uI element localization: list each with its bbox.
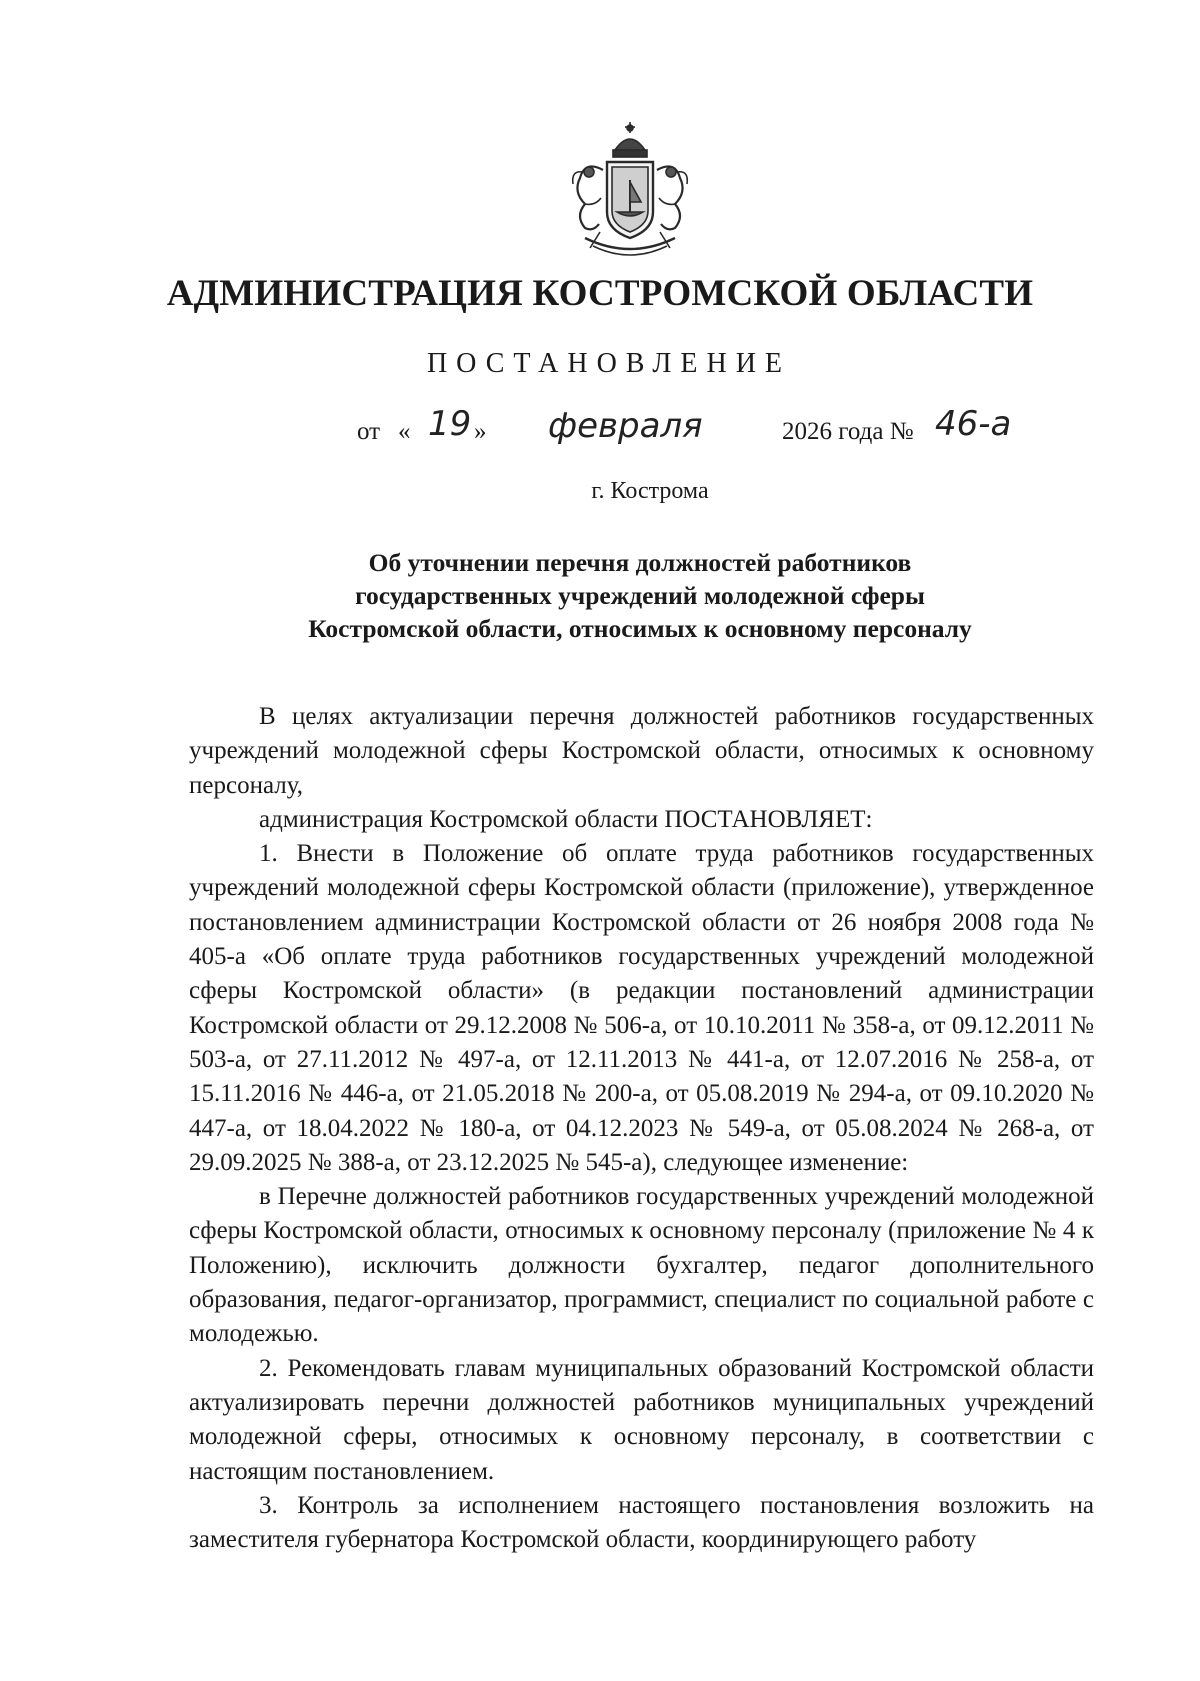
handwritten-month: февраля (548, 406, 703, 446)
paragraph-item-1: 1. Внести в Положение об оплате труда работников государственных учреждений молодежной сферы Костромской области (приложение), утвержденное постановлением администрации Костромской области от 26 ноября 2008 года № 405-а «Об оплате труда работников государственных учреждений молодежной сферы Костромской области» (в редакции постановлений администрации Костромской области от 29.12.2008 № 506-а, от 10.10.2011 № 358-а, от 09.12.2011 № 503-а, от 27.11.2012 № 497-а, от 12.11.2013 № 441-а, от 12.07.2016 № 258-а, от 15.11.2016 № 446-а, от 21.05.2018 № 200-а, от 05.08.2019 № 294-а, от 09.10.2020 № 447-а, от 18.04.2022 № 180-а, от 04.12.2023 № 549-а, от 05.08.2024 № 268-а, от 29.09.2025 № 388-а, от 23.12.2025 № 545-а), следующее изменение: (189, 840, 1094, 1176)
quote-close: » (474, 418, 487, 445)
document-title (200, 546, 1080, 645)
document-type: ПОСТАНОВЛЕНИЕ (426, 348, 792, 379)
paragraph-item-3: 3. Контроль за исполнением настоящего постановления возложить на заместителя губернатора Костромской области, координирующего работу (189, 1491, 1094, 1554)
coat-of-arms-icon (555, 120, 705, 265)
handwritten-day: 19 (428, 404, 472, 444)
quote-open: « (398, 418, 411, 445)
title-line-3: Костромской области, относимых к основному персоналу (308, 614, 972, 643)
title-line-1: Об уточнении перечня должностей работников (368, 548, 912, 577)
paragraph-preamble: В целях актуализации перечня должностей работников государственных учреждений молодежной сферы Костромской области, относимых к основному персоналу, (189, 703, 1094, 799)
year-text: 2026 года № (782, 418, 914, 445)
organization-title: АДМИНИСТРАЦИЯ КОСТРОМСКОЙ ОБЛАСТИ (166, 273, 1034, 314)
handwritten-number: 46-а (935, 404, 1012, 444)
date-prefix: от (357, 418, 381, 445)
date-line (0, 404, 1200, 460)
city: г. Кострома (591, 478, 709, 504)
paragraph-item-2: 2. Рекомендовать главам муниципальных образований Костромской области актуализировать перечни должностей работников муниципальных учреждений молодежной сферы, относимых к основному персоналу, в соответствии с настоящим постановлением. (189, 1354, 1094, 1485)
document-body (189, 700, 1094, 1557)
paragraph-item-1-change: в Перечне должностей работников государственных учреждений молодежной сферы Костромской области, относимых к основному персоналу (приложение № 4 к Положению), исключить должности бухгалтер, педагог дополнительного образования, педагог-организатор, программист, специалист по социальной работе с молодежью. (189, 1183, 1094, 1348)
title-line-2: государственных учреждений молодежной сферы (355, 581, 925, 610)
paragraph-resolves: администрация Костромской области ПОСТАНОВЛЯЕТ: (259, 805, 873, 833)
